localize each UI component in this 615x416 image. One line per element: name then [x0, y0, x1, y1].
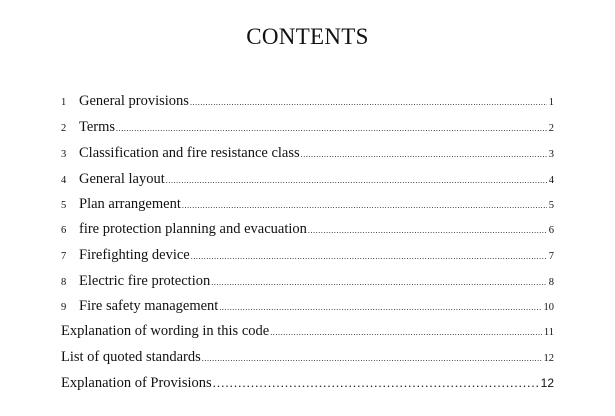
- toc-entry-label: Explanation of Provisions: [61, 375, 212, 391]
- toc-appendix-entry[interactable]: [61, 348, 554, 368]
- toc-appendix-entry[interactable]: [61, 374, 554, 392]
- toc-entry[interactable]: [61, 118, 554, 138]
- page-title: CONTENTS: [246, 24, 369, 49]
- toc-entry-number: 8: [61, 277, 67, 288]
- toc-entry-page: 7: [548, 251, 554, 262]
- toc-entry-page: 8: [548, 277, 554, 288]
- toc-entry-number: 4: [61, 175, 67, 186]
- toc-entry[interactable]: [61, 144, 554, 164]
- toc-entry[interactable]: [61, 195, 554, 215]
- toc-entry[interactable]: [61, 246, 554, 266]
- toc-entry-page: 1: [548, 97, 554, 108]
- toc-entry-label: fire protection planning and evacuation: [79, 221, 307, 237]
- toc-entry-number: 2: [61, 123, 67, 134]
- toc-entry-label: Explanation of wording in this code: [61, 323, 270, 339]
- toc-entry-page: 6: [548, 225, 554, 236]
- toc-appendix-entry[interactable]: [61, 322, 554, 342]
- toc-entry-number: 1: [61, 97, 67, 108]
- toc-entry-label: Electric fire protection: [79, 273, 211, 289]
- toc-entry-label: Plan arrangement: [79, 196, 181, 212]
- toc-entry[interactable]: [61, 297, 554, 317]
- toc-entry-label: Firefighting device: [79, 247, 190, 263]
- toc-entry-label: Terms: [79, 119, 116, 135]
- toc-entry-page: 4: [548, 175, 554, 186]
- toc-entry-page: 11: [543, 327, 554, 338]
- dot-leader: [301, 146, 547, 164]
- toc-entry[interactable]: [61, 170, 554, 190]
- toc-entry-label: Fire safety management: [79, 298, 219, 314]
- dot-leader: [211, 274, 547, 292]
- toc-entry-label: General layout: [79, 171, 165, 187]
- toc-entry-number: 9: [61, 302, 67, 313]
- dot-leader: [202, 350, 542, 368]
- toc-entry-label: General provisions: [79, 93, 189, 109]
- toc-entry-number: 3: [61, 149, 67, 160]
- dot-leader: [213, 374, 539, 392]
- dot-leader: [116, 120, 547, 138]
- dot-leader: [270, 324, 542, 342]
- toc-entry-page: 2: [548, 123, 554, 134]
- toc-entry[interactable]: [61, 92, 554, 112]
- dot-leader: [182, 197, 547, 215]
- dot-leader: [219, 299, 541, 317]
- dot-leader: [190, 94, 547, 112]
- dot-leader: [191, 248, 547, 266]
- toc-entry-label: List of quoted standards: [61, 349, 201, 365]
- toc-entry-page: 12: [540, 376, 554, 390]
- toc-entry-number: 5: [61, 200, 67, 211]
- toc-entry[interactable]: [61, 220, 554, 240]
- toc-entry[interactable]: [61, 272, 554, 292]
- toc-entry-label: Classification and fire resistance class: [79, 145, 300, 161]
- toc-entry-number: 6: [61, 225, 67, 236]
- toc-entry-page: 10: [543, 302, 554, 313]
- dot-leader: [166, 172, 547, 190]
- toc-entry-page: 12: [543, 353, 554, 364]
- toc-entry-page: 5: [548, 200, 554, 211]
- toc-entry-number: 7: [61, 251, 67, 262]
- dot-leader: [308, 222, 547, 240]
- toc-entry-page: 3: [548, 149, 554, 160]
